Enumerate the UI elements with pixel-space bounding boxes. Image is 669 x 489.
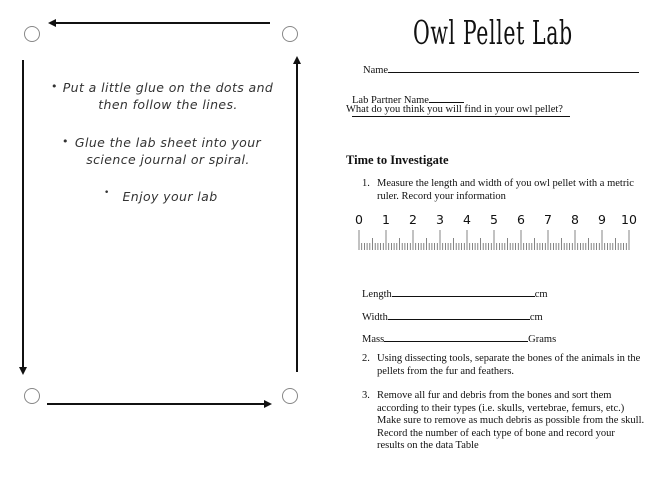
step-3-line-c: Make sure to remove as much debris as possible from the skull. [377,415,645,426]
bullet-icon: • [51,80,58,93]
partner-field-1[interactable] [429,92,464,103]
metric-ruler [350,212,650,257]
length-field[interactable] [392,286,535,297]
width-field[interactable] [388,309,530,320]
mass-unit: Grams [528,334,557,345]
instruction-2b: science journal or spiral. [86,152,250,167]
step-3-line-a: Remove all fur and debris from the bones and sort them [377,390,612,401]
ruler-label: 3 [436,212,444,227]
step-3-text [377,390,667,453]
bullet-icon: • [104,188,110,198]
ruler-label: 8 [571,212,579,227]
ruler-label: 6 [517,212,525,227]
name-label: Name [363,65,389,76]
instruction-1a: Put a little glue on the dots and [62,80,274,95]
partner-label: Lab Partner Name [352,95,429,106]
length-label: Length [362,289,392,300]
ruler-label: 4 [463,212,471,227]
width-label: Width [362,312,388,323]
mass-field[interactable] [384,331,528,342]
ruler-label: 10 [621,212,637,227]
step-3-line-b: according to their types (i.e. skulls, vertebrae, femurs, etc.) [377,402,625,414]
instruction-2a: Glue the lab sheet into your [74,135,262,150]
ruler-label: 7 [544,212,552,227]
name-field[interactable] [388,62,639,73]
ruler-label: 2 [409,212,417,227]
length-unit: cm [534,289,548,300]
step-2-number: 2. [362,353,370,364]
step-1-line-a: Measure the length and width of you owl pellet with a metric [377,178,634,189]
name-row [363,62,639,76]
length-row [362,286,548,300]
ruler-ticks [350,230,650,260]
step-3-number: 3. [362,390,370,401]
question: What do you think you will find in your owl pellet? [346,104,563,115]
mass-row [362,331,556,345]
step-1-number: 1. [362,178,370,189]
step-1 [362,178,370,191]
mass-label: Mass [362,334,385,345]
ruler-label: 0 [355,212,363,227]
width-row [362,309,543,323]
bullet-icon: • [62,135,69,148]
step-2-line-b: pellets from the fur and feathers. [377,365,515,377]
instruction-1b: then follow the lines. [98,97,238,112]
ruler-label: 9 [598,212,606,227]
step-3-line-d: Record the number of each type of bone and record your [377,427,615,439]
width-unit: cm [529,312,543,323]
step-2-text [377,353,667,378]
ruler-label: 5 [490,212,498,227]
sheet-title: Owl Pellet Lab [413,13,573,52]
step-1-text [377,178,662,203]
instruction-3: Enjoy your lab [122,189,218,204]
section-heading: Time to Investigate [346,153,449,167]
ruler-labels [350,212,650,228]
step-1-line-b: ruler. Record your information [377,190,506,202]
step-3-line-e: results on the data Table [377,440,479,451]
guide-arrows [0,0,320,420]
ruler-label: 1 [382,212,390,227]
step-2-line-a: Using dissecting tools, separate the bones of the animals in the [377,353,641,364]
